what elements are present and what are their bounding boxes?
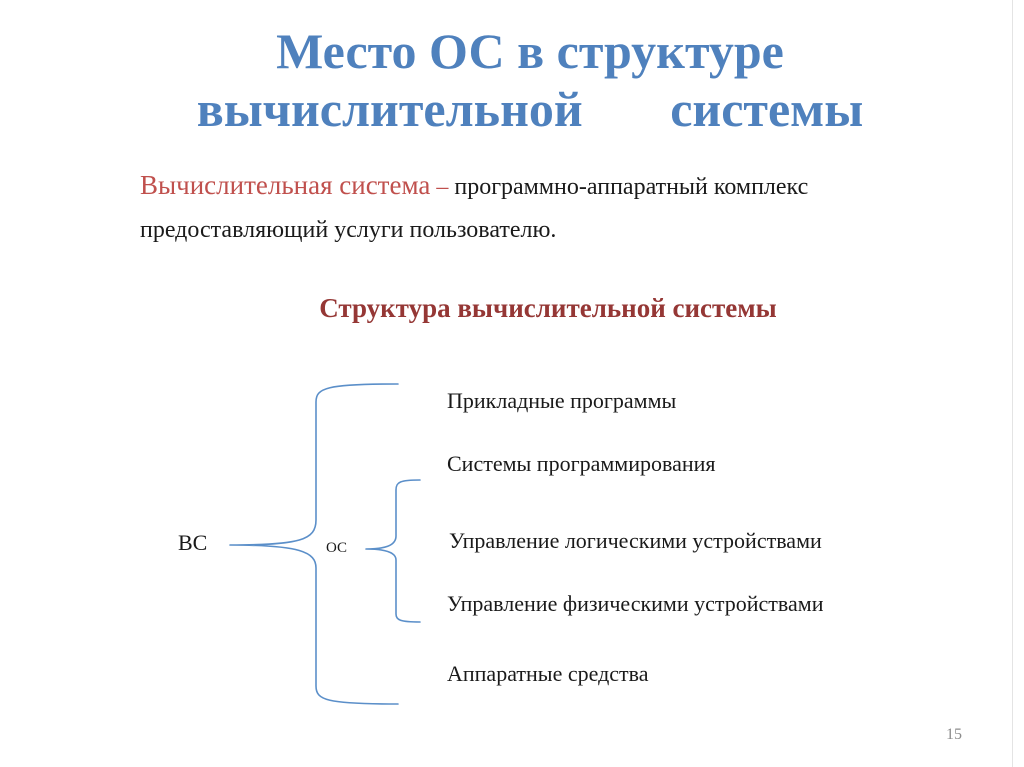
- inner-brace: [366, 480, 420, 622]
- definition-dash: –: [436, 174, 449, 200]
- outer-brace: [230, 384, 398, 704]
- slide-title-line-2: вычислительной системы: [196, 81, 864, 137]
- node-os: ОС: [326, 540, 348, 556]
- node-bc: ВС: [178, 530, 208, 555]
- item-physical-device-management: Управление физическими устройствами: [447, 591, 824, 616]
- definition-text-line-1: программно-аппаратный комплекс: [454, 174, 809, 200]
- item-logical-device-management: Управление логическими устройствами: [449, 528, 822, 553]
- page-number: 15: [946, 726, 962, 743]
- slide-edge-divider: [1012, 0, 1013, 767]
- item-application-programs: Прикладные программы: [447, 388, 677, 413]
- item-hardware: Аппаратные средства: [447, 661, 649, 686]
- structure-heading: Структура вычислительной системы: [319, 293, 777, 323]
- item-programming-systems: Системы программирования: [447, 451, 716, 476]
- definition-term: Вычислительная система: [140, 170, 431, 200]
- definition-text-line-2: предоставляющий услуги пользователю.: [140, 217, 557, 243]
- slide-title-line-1: Место ОС в структуре: [276, 23, 784, 79]
